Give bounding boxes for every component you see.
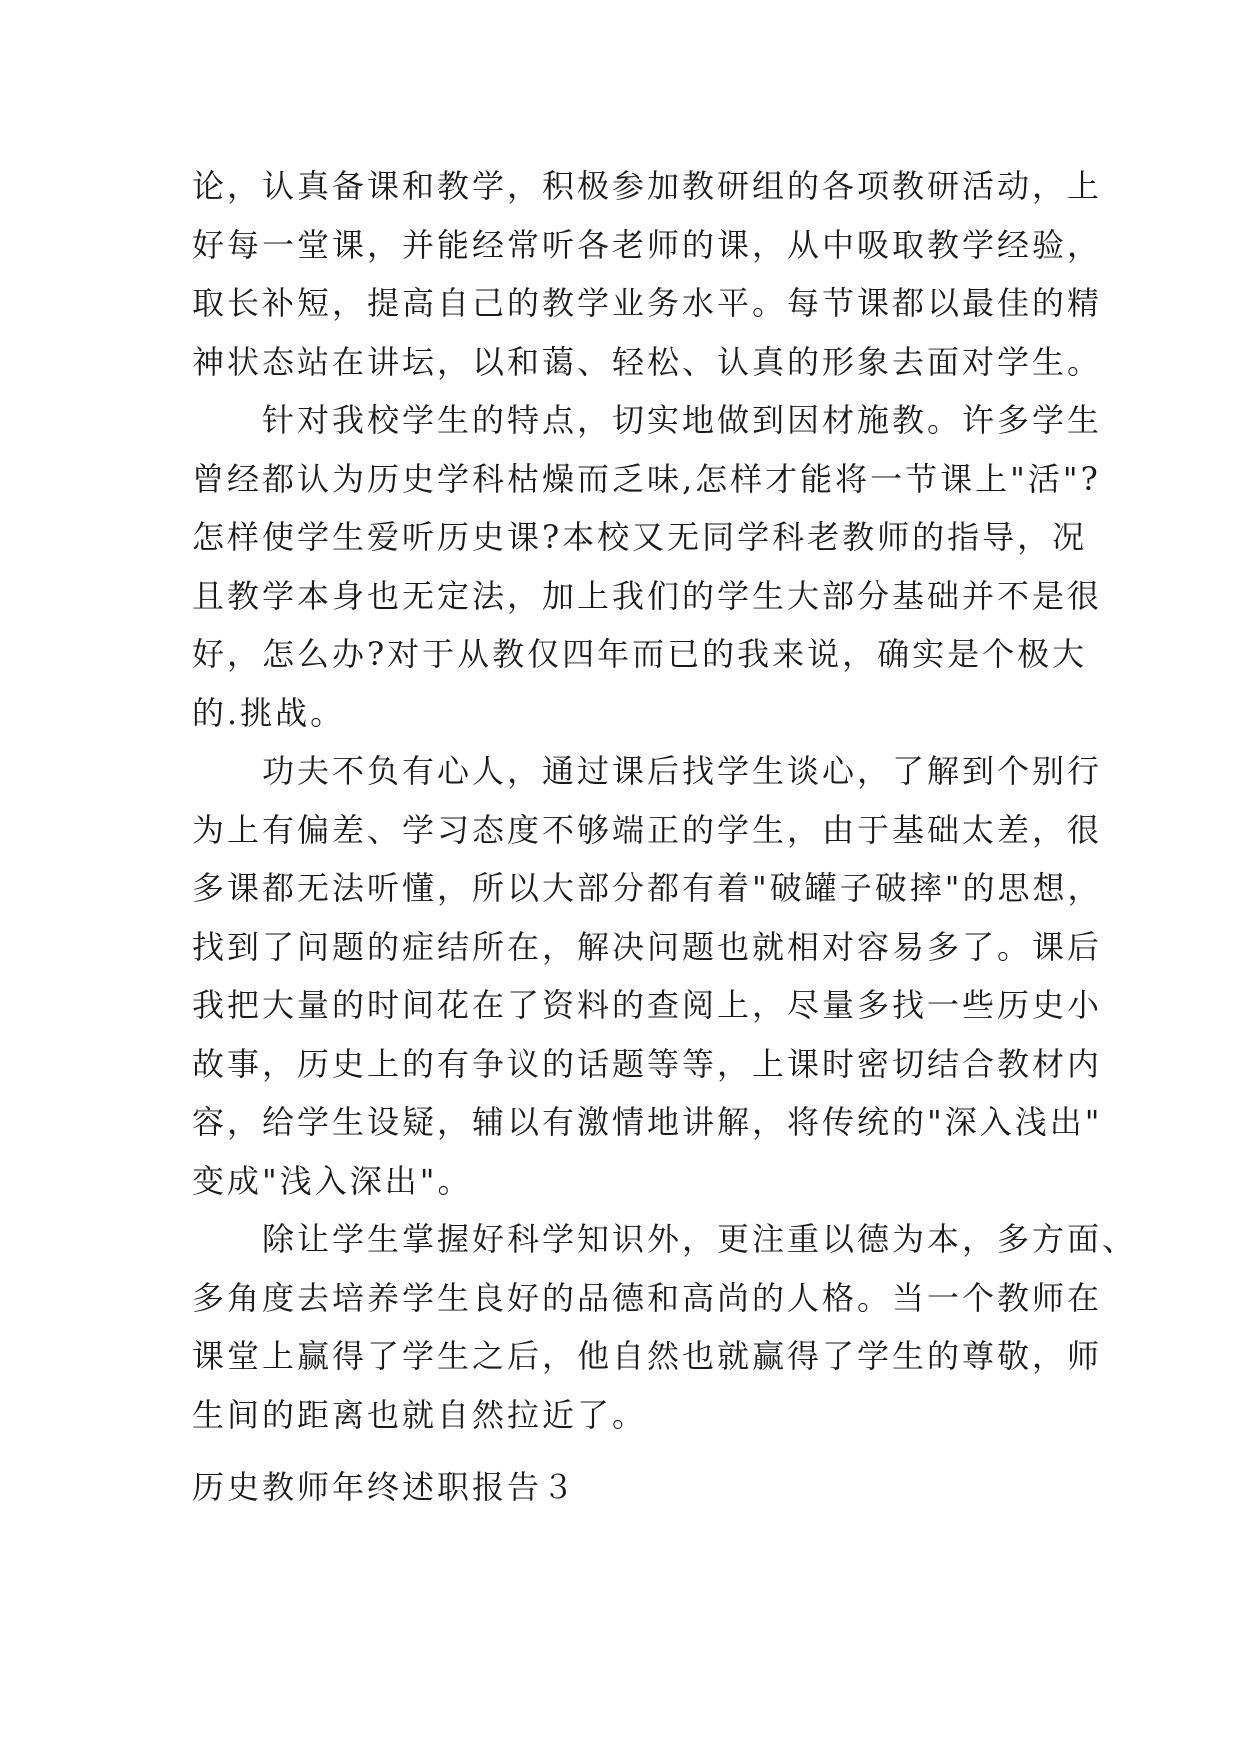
paragraph-line: 取长补短，提高自己的教学业务水平。每节课都以最佳的精 xyxy=(192,284,1103,322)
paragraph-line: 怎样使学生爱听历史课?本校又无同学科老教师的指导，况 xyxy=(192,518,1088,556)
section-heading: 历史教师年终述职报告３ xyxy=(192,1468,578,1506)
paragraph-line: 好每一堂课，并能经常听各老师的课，从中吸取教学经验， xyxy=(192,225,1103,264)
paragraph-line: 生间的距离也就自然拉近了。 xyxy=(192,1395,648,1434)
paragraph-line: 故事，历史上的有争议的话题等等，上课时密切结合教材内 xyxy=(192,1044,1103,1083)
paragraph-line: 神状态站在讲坛，以和蔼、轻松、认真的形象去面对学生。 xyxy=(192,342,1103,381)
paragraph-line: 针对我校学生的特点，切实地做到因材施教。许多学生 xyxy=(262,401,1103,439)
paragraph-line: 好，怎么办?对于从教仅四年而已的我来说，确实是个极大 xyxy=(192,635,1088,673)
paragraph-line: 多课都无法听懂，所以大部分都有着"破罐子破摔"的思想， xyxy=(192,869,1103,907)
paragraph-line: 曾经都认为历史学科枯燥而乏味,怎样才能将一节课上"活"? xyxy=(192,459,1101,498)
paragraph-line: 功夫不负有心人，通过课后找学生谈心，了解到个别行 xyxy=(262,752,1103,790)
paragraph-line: 容，给学生设疑，辅以有激情地讲解，将传统的"深入浅出" xyxy=(192,1103,1103,1141)
paragraph-line: 的.挑战。 xyxy=(192,693,346,732)
paragraph-line: 论，认真备课和教学，积极参加教研组的各项教研活动，上 xyxy=(192,167,1103,205)
paragraph-line: 除让学生掌握好科学知识外，更注重以德为本，多方面、 xyxy=(262,1220,1138,1258)
paragraph-line: 我把大量的时间花在了资料的查阅上，尽量多找一些历史小 xyxy=(192,986,1103,1024)
paragraph-line: 为上有偏差、学习态度不够端正的学生，由于基础太差，很 xyxy=(192,810,1103,849)
paragraph-line: 找到了问题的症结所在，解决问题也就相对容易多了。课后 xyxy=(192,927,1103,966)
paragraph-line: 多角度去培养学生良好的品德和高尚的人格。当一个教师在 xyxy=(192,1278,1103,1317)
paragraph-line: 且教学本身也无定法，加上我们的学生大部分基础并不是很 xyxy=(192,576,1103,615)
paragraph-line: 变成"浅入深出"。 xyxy=(192,1161,473,1200)
document-body xyxy=(192,157,1138,1444)
paragraph-line: 课堂上赢得了学生之后，他自然也就赢得了学生的尊敬，师 xyxy=(192,1337,1103,1375)
